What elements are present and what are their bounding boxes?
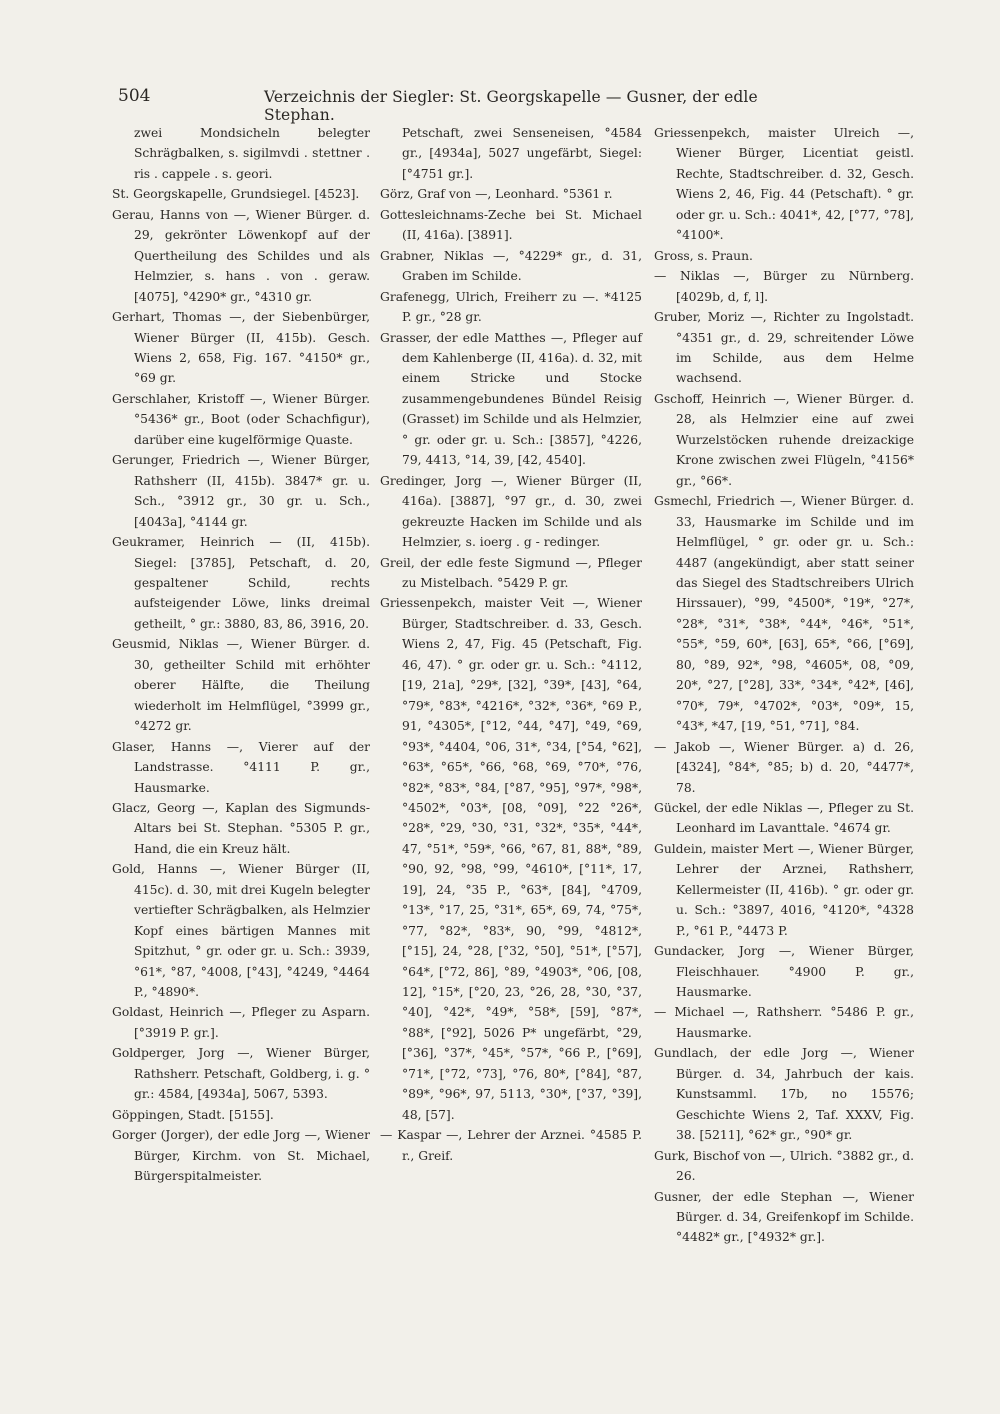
index-entry: Geusmid, Niklas —, Wiener Bürger. d. 30, getheilter Schild mit erhöhter oberer Hälfte, die Theilung wiederholt im Helmflügel, °3999 gr., °4272 gr.	[112, 637, 370, 734]
page-number: 504	[118, 86, 151, 106]
index-entry: Greil, der edle feste Sigmund —, Pfleger zu Mistelbach. °5429 P. gr.	[380, 555, 642, 590]
index-entry: Gundlach, der edle Jorg —, Wiener Bürger. d. 34, Jahrbuch der kais. Kunstsamml. 17b, no 15576; Geschichte Wiens 2, Taf. XXXV, Fig. 38. [5211], °62* gr., °90* gr.	[654, 1046, 914, 1143]
index-entry: Grafenegg, Ulrich, Freiherr zu —. *4125 P. gr., °28 gr.	[380, 289, 642, 325]
index-entry: Glacz, Georg —, Kaplan des Sigmunds-Altars bei St. Stephan. °5305 P. gr., Hand, die ein Kreuz hält.	[112, 800, 370, 856]
index-entry: Gruber, Moriz —, Richter zu Ingolstadt. °4351 gr., d. 29, schreitender Löwe im Schilde, aus dem Helme wachsend.	[654, 310, 914, 386]
index-entry: — Kaspar —, Lehrer der Arznei. °4585 P. r., Greif.	[380, 1128, 642, 1163]
running-title: Verzeichnis der Siegler: St. Georgskapelle — Gusner, der edle Stephan.	[264, 88, 758, 124]
index-entry: St. Georgskapelle, Grundsiegel. [4523].	[112, 187, 360, 202]
index-entry: Gerhart, Thomas —, der Siebenbürger, Wiener Bürger (II, 415b). Gesch. Wiens 2, 658, Fig. 167. °4150* gr., °69 gr.	[112, 310, 370, 386]
index-entry: Gerunger, Friedrich —, Wiener Bürger, Rathsherr (II, 415b). 3847* gr. u. Sch., °3912 gr., 30 gr. u. Sch., [4043a], °4144 gr.	[112, 453, 370, 529]
index-entry: Görz, Graf von —, Leonhard. °5361 r.	[380, 187, 613, 202]
index-entry: Griessenpekch, maister Ulreich —, Wiener Bürger, Licentiat geistl. Rechte, Stadtschreiber. d. 32, Gesch. Wiens 2, 46, Fig. 44 (Petschaft). ° gr. oder gr. u. Sch.: 4041*, 42, [°77, °78], °4100*.	[654, 126, 914, 243]
index-entry: Goldperger, Jorg —, Wiener Bürger, Rathsherr. Petschaft, Goldberg, i. g. ° gr.: 4584, [4934a], 5067, 5393.	[112, 1046, 370, 1102]
index-entry: Gusner, der edle Stephan —, Wiener Bürger. d. 34, Greifenkopf im Schilde. °4482* gr., [°4932* gr.].	[654, 1189, 914, 1245]
index-entry: — Michael —, Rathsherr. °5486 P. gr., Hausmarke.	[654, 1005, 914, 1040]
column-3	[654, 123, 914, 1248]
column-1	[112, 123, 370, 1187]
running-head	[118, 86, 760, 124]
index-entry: — Jakob —, Wiener Bürger. a) d. 26, [4324], °84*, °85; b) d. 20, °4477*, 78.	[654, 739, 914, 795]
index-entry: Gerau, Hanns von —, Wiener Bürger. d. 29, gekrönter Löwenkopf auf der Quertheilung des Schildes und als Helmzier, s. hans . von . geraw. [4075], °4290* gr., °4310 gr.	[112, 207, 370, 304]
index-entry: Gerschlaher, Kristoff —, Wiener Bürger. °5436* gr., Boot (oder Schachfigur), darüber eine kugelförmige Quaste.	[112, 391, 370, 447]
index-entry: Guldein, maister Mert —, Wiener Bürger, Lehrer der Arznei, Rathsherr, Kellermeister (II, 416b). ° gr. oder gr. u. Sch.: °3897, 4016, °4120*, °4328 P., °61 P., °4473 P.	[654, 841, 914, 938]
index-entry: Gsmechl, Friedrich —, Wiener Bürger. d. 33, Hausmarke im Schilde und im Helmflügel, ° gr. oder gr. u. Sch.: 4487 (angekündigt, aber statt seiner das Siegel des Stadtschreibers Ulrich Hirssauer), °99, °4500*, °19*, °27*, °28*, °31*, °38*, °44*, °46*, °51*, °55*, °59, 60*, [63], 65*, °66, [°69], 80, °89, 92*, °98, °4605*, 08, °09, 20*, °27, [°28], 33*, °34*, °42*, [46], °70*, 79*, °4702*, °03*, °09*, 15, °43*, *47, [19, °51, °71], °84.	[654, 494, 914, 734]
index-entry: Gschoff, Heinrich —, Wiener Bürger. d. 28, als Helmzier eine auf zwei Wurzelstöcken ruhende dreizackige Krone zwischen zwei Flügeln, °4156* gr., °66*.	[654, 391, 914, 488]
index-entry: Gorger (Jorger), der edle Jorg —, Wiener Bürger, Kirchm. von St. Michael, Bürgerspitalmeister.	[112, 1128, 370, 1184]
index-entry: Göppingen, Stadt. [5155].	[112, 1107, 274, 1122]
index-entry-continued: Petschaft, zwei Senseneisen, °4584 gr., [4934a], 5027 ungefärbt, Siegel: [°4751 gr.].	[402, 126, 642, 181]
index-entry: Gredinger, Jorg —, Wiener Bürger (II, 416a). [3887], °97 gr., d. 30, zwei gekreuzte Hacken im Schilde und als Helmzier, s. ioerg . g - redinger.	[380, 473, 642, 550]
column-2	[380, 123, 642, 1166]
index-entry: Griessenpekch, maister Veit —, Wiener Bürger, Stadtschreiber. d. 33, Gesch. Wiens 2, 47, Fig. 45 (Petschaft, Fig. 46, 47). ° gr. oder gr. u. Sch.: °4112, [19, 21a], °29*, [32], °39*, [43], °64, °79*, °83*, °4216*, °32*, °36*, °69 P., 91, °4305*, [°12, °44, °47], °49, °69, °93*, °4404, °06, 31*, °34, [°54, °62], °63*, °65*, °66, °68, °69, °70*, °76, °82*, °83*, °84, [°87, °95], °97*, °98*, °4502*, °03*, [08, °09], °22 °26*, °28*, °29, °30, °31, °32*, °35*, °44*, 47, °51*, °59*, °66, °67, 81, 88*, °89, °90, 92, °98, °99, °4610*, [°11*, 17, 19], 24, °35 P., °63*, [84], °4709, °13*, °17, 25, °31*, 65*, 69, 74, °75*, °77, °82*, °83*, 90, °99, °4812*, [°15], 24, °28, [°32, °50], °51*, [°57], °64*, [°72, 86], °89, °4903*, °06, [08, 12], °15*, [°20, 23, °26, 28, °30, °37, °40], °42*, °49*, °58*, [59], °87*, °88*, [°92], 5026 P* ungefärbt, °29, [°36], °37*, °45*, °57*, °66 P., [°69], °71*, [°72, °73], °76, 80*, [°84], °87, °89*, °96*, 97, 5113, °30*, [°37, °39], 48, [57].	[380, 596, 642, 1122]
index-entry: Grabner, Niklas —, °4229* gr., d. 31, Graben im Schilde.	[380, 248, 642, 284]
index-entry: Gross, s. Praun.	[654, 248, 753, 263]
index-entry: Glaser, Hanns —, Vierer auf der Landstrasse. °4111 P. gr., Hausmarke.	[112, 739, 370, 795]
index-entry: Gold, Hanns —, Wiener Bürger (II, 415c). d. 30, mit drei Kugeln belegter vertiefter Schrägbalken, als Helmzier Kopf eines bärtigen Mannes mit Spitzhut, ° gr. oder gr. u. Sch.: 3939, °61*, °87, °4008, [°43], °4249, °4464 P., °4890*.	[112, 862, 370, 1000]
index-entry-continued: zwei Mondsicheln belegter Schrägbalken, s. sigilmvdi . stettner . ris . cappele . s. geori.	[134, 126, 370, 181]
index-entry: Goldast, Heinrich —, Pfleger zu Asparn. [°3919 P. gr.].	[112, 1005, 370, 1040]
index-entry: Geukramer, Heinrich — (II, 415b). Siegel: [3785], Petschaft, d. 20, gespaltener Schild, rechts aufsteigender Löwe, links dreimal getheilt, ° gr.: 3880, 83, 86, 3916, 20.	[112, 535, 370, 631]
index-entry: Gückel, der edle Niklas —, Pfleger zu St. Leonhard im Lavanttale. °4674 gr.	[654, 800, 914, 836]
index-entry: — Niklas —, Bürger zu Nürnberg. [4029b, d, f, l].	[654, 269, 914, 304]
index-entry: Grasser, der edle Matthes —, Pfleger auf dem Kahlenberge (II, 416a). d. 32, mit einem Stricke und Stocke zusammengebundenes Bündel Reisig (Grasset) im Schilde und als Helmzier, ° gr. oder gr. u. Sch.: [3857], °4226, 79, 4413, °14, 39, [42, 4540].	[380, 330, 642, 468]
index-entry: Gundacker, Jorg —, Wiener Bürger, Fleischhauer. °4900 P. gr., Hausmarke.	[654, 944, 914, 1000]
index-entry: Gurk, Bischof von —, Ulrich. °3882 gr., d. 26.	[654, 1148, 914, 1184]
index-entry: Gottesleichnams-Zeche bei St. Michael (II, 416a). [3891].	[380, 207, 642, 243]
